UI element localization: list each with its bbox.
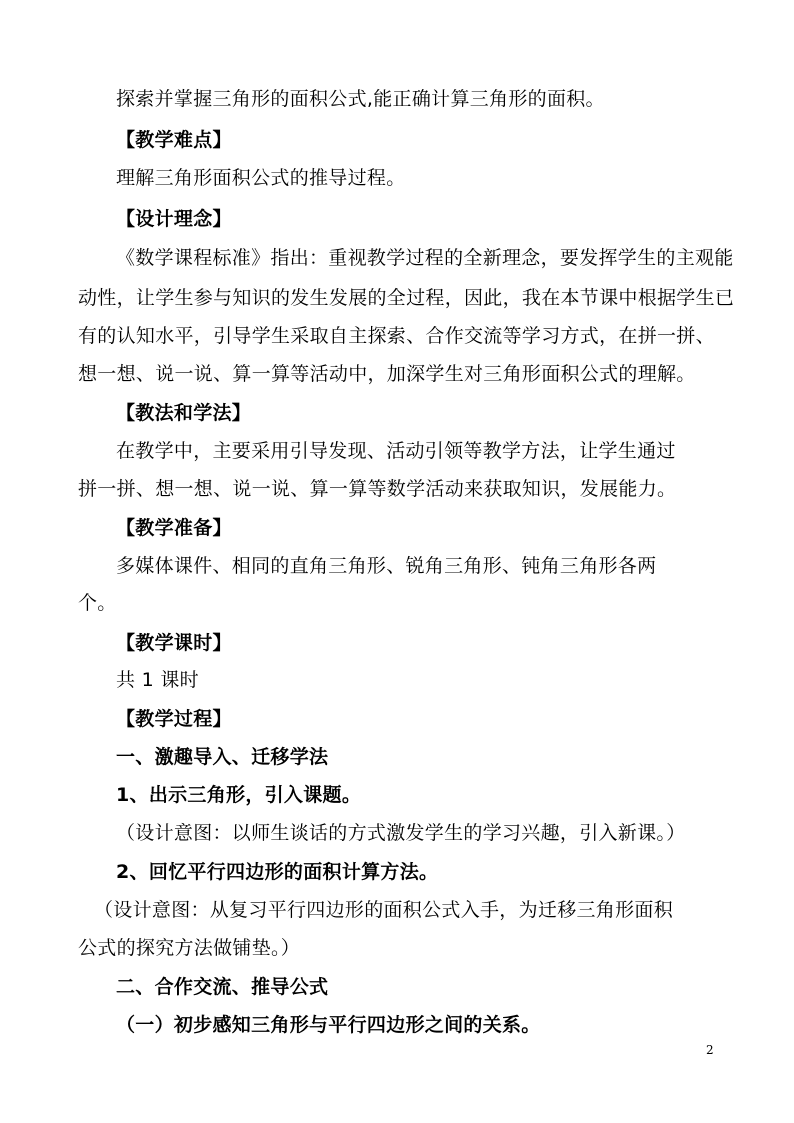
preparation-line-2: 个。	[78, 592, 117, 614]
step-1-title: 1、出示三角形，引入课题。	[116, 784, 362, 806]
step-2-intent-line-1: （设计意图：从复习平行四边形的面积公式入手，为迁移三角形面积	[94, 899, 674, 921]
step-2-title: 2、回忆平行四边形的面积计算方法。	[116, 861, 439, 883]
subsection-one-title: （一）初步感知三角形与平行四边形之间的关系。	[116, 1014, 541, 1036]
heading-process: 【教学过程】	[116, 708, 232, 730]
page-number: 2	[706, 1043, 714, 1057]
section-one-title: 一、激趣导入、迁移学法	[116, 746, 329, 768]
step-2-intent-line-2: 公式的探究方法做铺垫。）	[78, 937, 301, 959]
objective-text: 探索并掌握三角形的面积公式,能正确计算三角形的面积。	[116, 88, 605, 110]
class-hours-text: 共 1 课时	[116, 669, 199, 691]
concept-line-1: 《数学课程标准》指出：重视教学过程的全新理念，要发挥学生的主观能	[116, 247, 734, 269]
heading-preparation: 【教学准备】	[116, 517, 232, 539]
concept-line-4: 想一想、说一说、算一算等活动中，加深学生对三角形面积公式的理解。	[78, 363, 696, 385]
heading-difficulty: 【教学难点】	[116, 129, 232, 151]
heading-class-hours: 【教学课时】	[116, 632, 232, 654]
methods-line-2: 拼一拼、想一想、说一说、算一算等数学活动来获取知识，发展能力。	[78, 478, 677, 500]
step-1-intent: （设计意图：以师生谈话的方式激发学生的学习兴趣，引入新课。）	[116, 822, 686, 844]
section-two-title: 二、合作交流、推导公式	[116, 976, 329, 998]
preparation-line-1: 多媒体课件、相同的直角三角形、锐角三角形、钝角三角形各两	[116, 555, 657, 577]
heading-methods: 【教法和学法】	[116, 402, 252, 424]
concept-line-2: 动性，让学生参与知识的发生发展的全过程，因此，我在本节课中根据学生已	[78, 287, 735, 309]
difficulty-text: 理解三角形面积公式的推导过程。	[116, 167, 406, 189]
heading-design-concept: 【设计理念】	[116, 208, 232, 230]
concept-line-3: 有的认知水平，引导学生采取自主探索、合作交流等学习方式，在拼一拼、	[78, 325, 715, 347]
methods-line-1: 在教学中，主要采用引导发现、活动引领等教学方法，让学生通过	[116, 440, 676, 462]
